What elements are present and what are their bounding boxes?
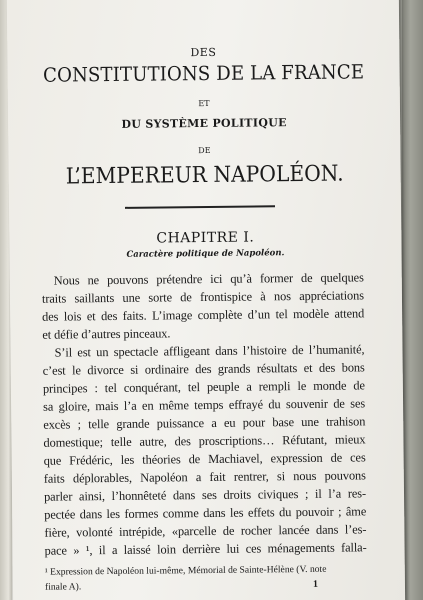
body-line: excès ; telle grande puissance a eu pour base une trahison bbox=[43, 414, 366, 432]
body-line: pectée dans les formes comme dans les effets du pouvoir ; âme bbox=[44, 504, 367, 522]
page-number: 1 bbox=[312, 578, 319, 590]
book-page bbox=[7, 0, 405, 600]
footnote-line2: finale A). bbox=[44, 581, 82, 593]
page-stack-edge bbox=[402, 0, 423, 600]
body-line: fière, volonté intrépide, «parcelle de rocher lancée dans l’es- bbox=[44, 522, 367, 540]
body-line: traits saillants une sorte de frontispice à nos appréciations bbox=[41, 288, 365, 306]
chapter-number: CHAPITRE I. bbox=[156, 229, 255, 247]
body-line: faits déplorables, Napoléon a fait rentrer, si nous pouvons bbox=[43, 468, 366, 486]
body-line: domestique; telle autre, des proscriptions… Réfutant, mieux bbox=[43, 432, 366, 450]
footnote-line1: ¹ Expression de Napoléon lui-même, Mémorial de Sainte-Hélène (V. note bbox=[44, 563, 327, 578]
heading-des: DES bbox=[190, 45, 217, 60]
body-line: pace » ¹, il a laissé loin derrière lui ces ménagements falla- bbox=[44, 540, 367, 558]
heading-de: DE bbox=[198, 145, 211, 156]
body-line: principes : tel conquérant, tel peuple a rempli le monde de bbox=[42, 378, 365, 396]
heading-title-line1: CONSTITUTIONS DE LA FRANCE bbox=[42, 60, 365, 87]
heading-title-line2: DU SYSTÈME POLITIQUE bbox=[121, 116, 287, 131]
body-line: c’est le divorce si ordinaire des grands résultats et des bons bbox=[42, 360, 365, 378]
body-line: S’il est un spectacle affligeant dans l’histoire de l’humanité, bbox=[54, 342, 365, 360]
body-line: parler ainsi, l’honnêteté dans ses droits civiques ; il l’a res- bbox=[43, 486, 367, 504]
heading-et: ET bbox=[198, 98, 210, 109]
body-line: Nous ne pouvons prétendre ici qu’à former de quelques bbox=[53, 270, 364, 288]
body-line: sa gloire, mais l’a en même temps effrayé du souvenir de ses bbox=[43, 396, 366, 414]
title-rule bbox=[125, 205, 275, 209]
body-line: et défie d’autres pinceaux. bbox=[42, 326, 171, 342]
chapter-subtitle: Caractère politique de Napoléon. bbox=[126, 248, 285, 260]
heading-title-line3: L’EMPEREUR NAPOLÉON. bbox=[65, 161, 344, 190]
body-line: que Frédéric, les théories de Machiavel, expression de ces bbox=[43, 450, 366, 468]
body-line: des lois et des faits. L’image complète d’un tel modèle attend bbox=[42, 306, 365, 324]
